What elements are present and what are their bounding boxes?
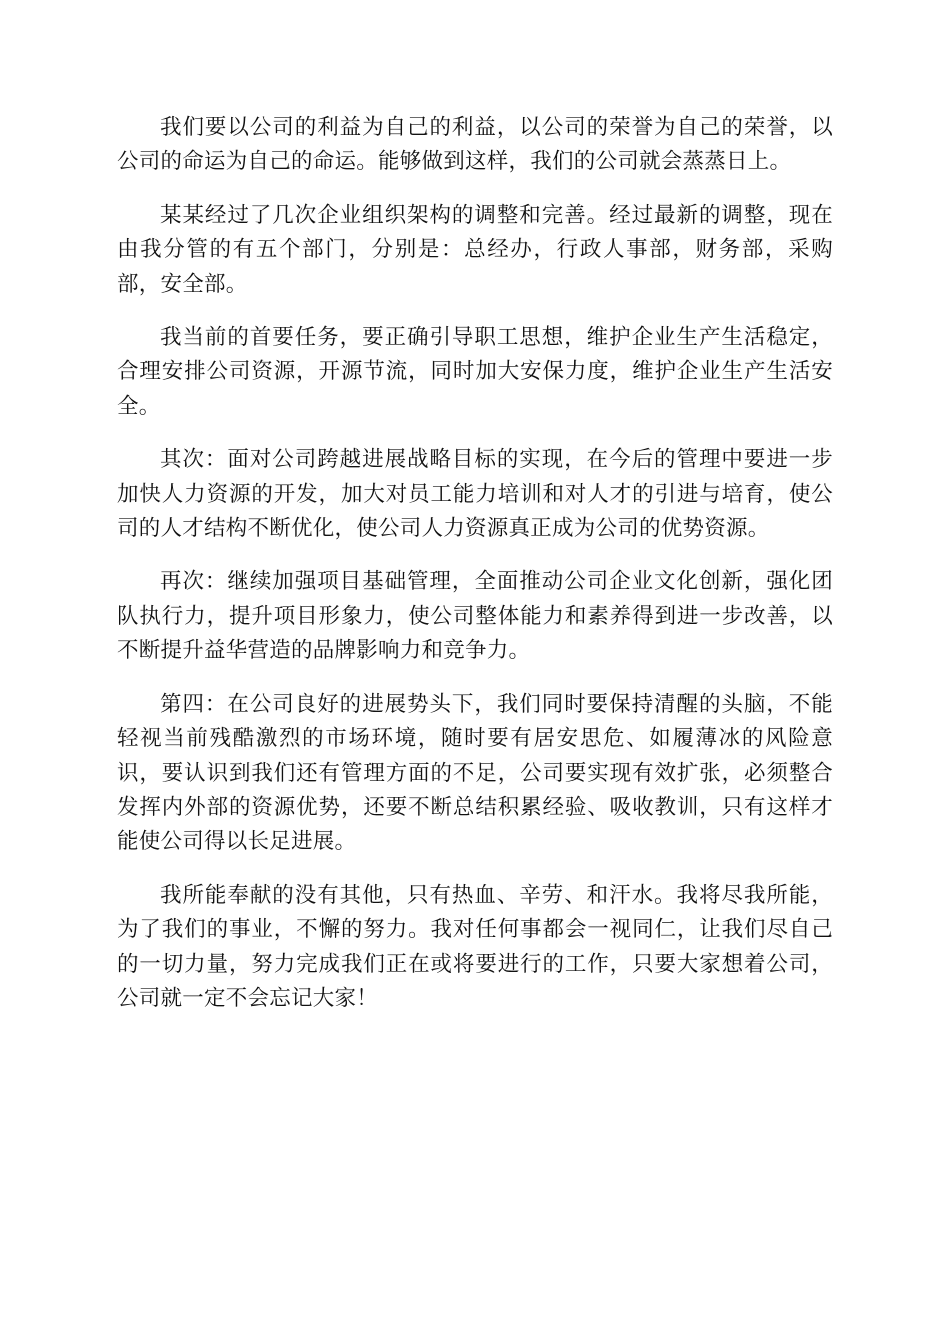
paragraph-7: 我所能奉献的没有其他，只有热血、辛劳、和汗水。我将尽我所能，为了我们的事业，不懈的努力。我对任何事都会一视同仁，让我们尽自己的一切力量，努力完成我们正在或将要进行的工作，只要大家想着公司，公司就一定不会忘记大家！: [117, 882, 833, 1011]
paragraph-3: 我当前的首要任务，要正确引导职工思想，维护企业生产生活稳定，合理安排公司资源，开源节流，同时加大安保力度，维护企业生产生活安全。: [117, 325, 833, 419]
paragraph-5: 再次：继续加强项目基础管理，全面推动公司企业文化创新，强化团队执行力，提升项目形象力，使公司整体能力和素养得到进一步改善，以不断提升益华营造的品牌影响力和竞争力。: [117, 569, 833, 664]
paragraph-2: 某某经过了几次企业组织架构的调整和完善。经过最新的调整，现在由我分管的有五个部门，分别是：总经办，行政人事部，财务部，采购部，安全部。: [117, 202, 833, 297]
paragraph-6: 第四：在公司良好的进展势头下，我们同时要保持清醒的头脑，不能轻视当前残酷激烈的市场环境，随时要有居安思危、如履薄冰的风险意识，要认识到我们还有管理方面的不足，公司要实现有效扩张，必须整合发挥内外部的资源优势，还要不断总结积累经验、吸收教训，只有这样才能使公司得以长足进展。: [117, 691, 833, 855]
paragraph-4: 其次：面对公司跨越进展战略目标的实现，在今后的管理中要进一步加快人力资源的开发，加大对员工能力培训和对人才的引进与培育，使公司的人才结构不断优化，使公司人力资源真正成为公司的优势资源。: [117, 447, 833, 542]
paragraph-1: 我们要以公司的利益为自己的利益，以公司的荣誉为自己的荣誉，以公司的命运为自己的命运。能够做到这样，我们的公司就会蒸蒸日上。: [117, 115, 833, 175]
document-body: [117, 111, 833, 1035]
